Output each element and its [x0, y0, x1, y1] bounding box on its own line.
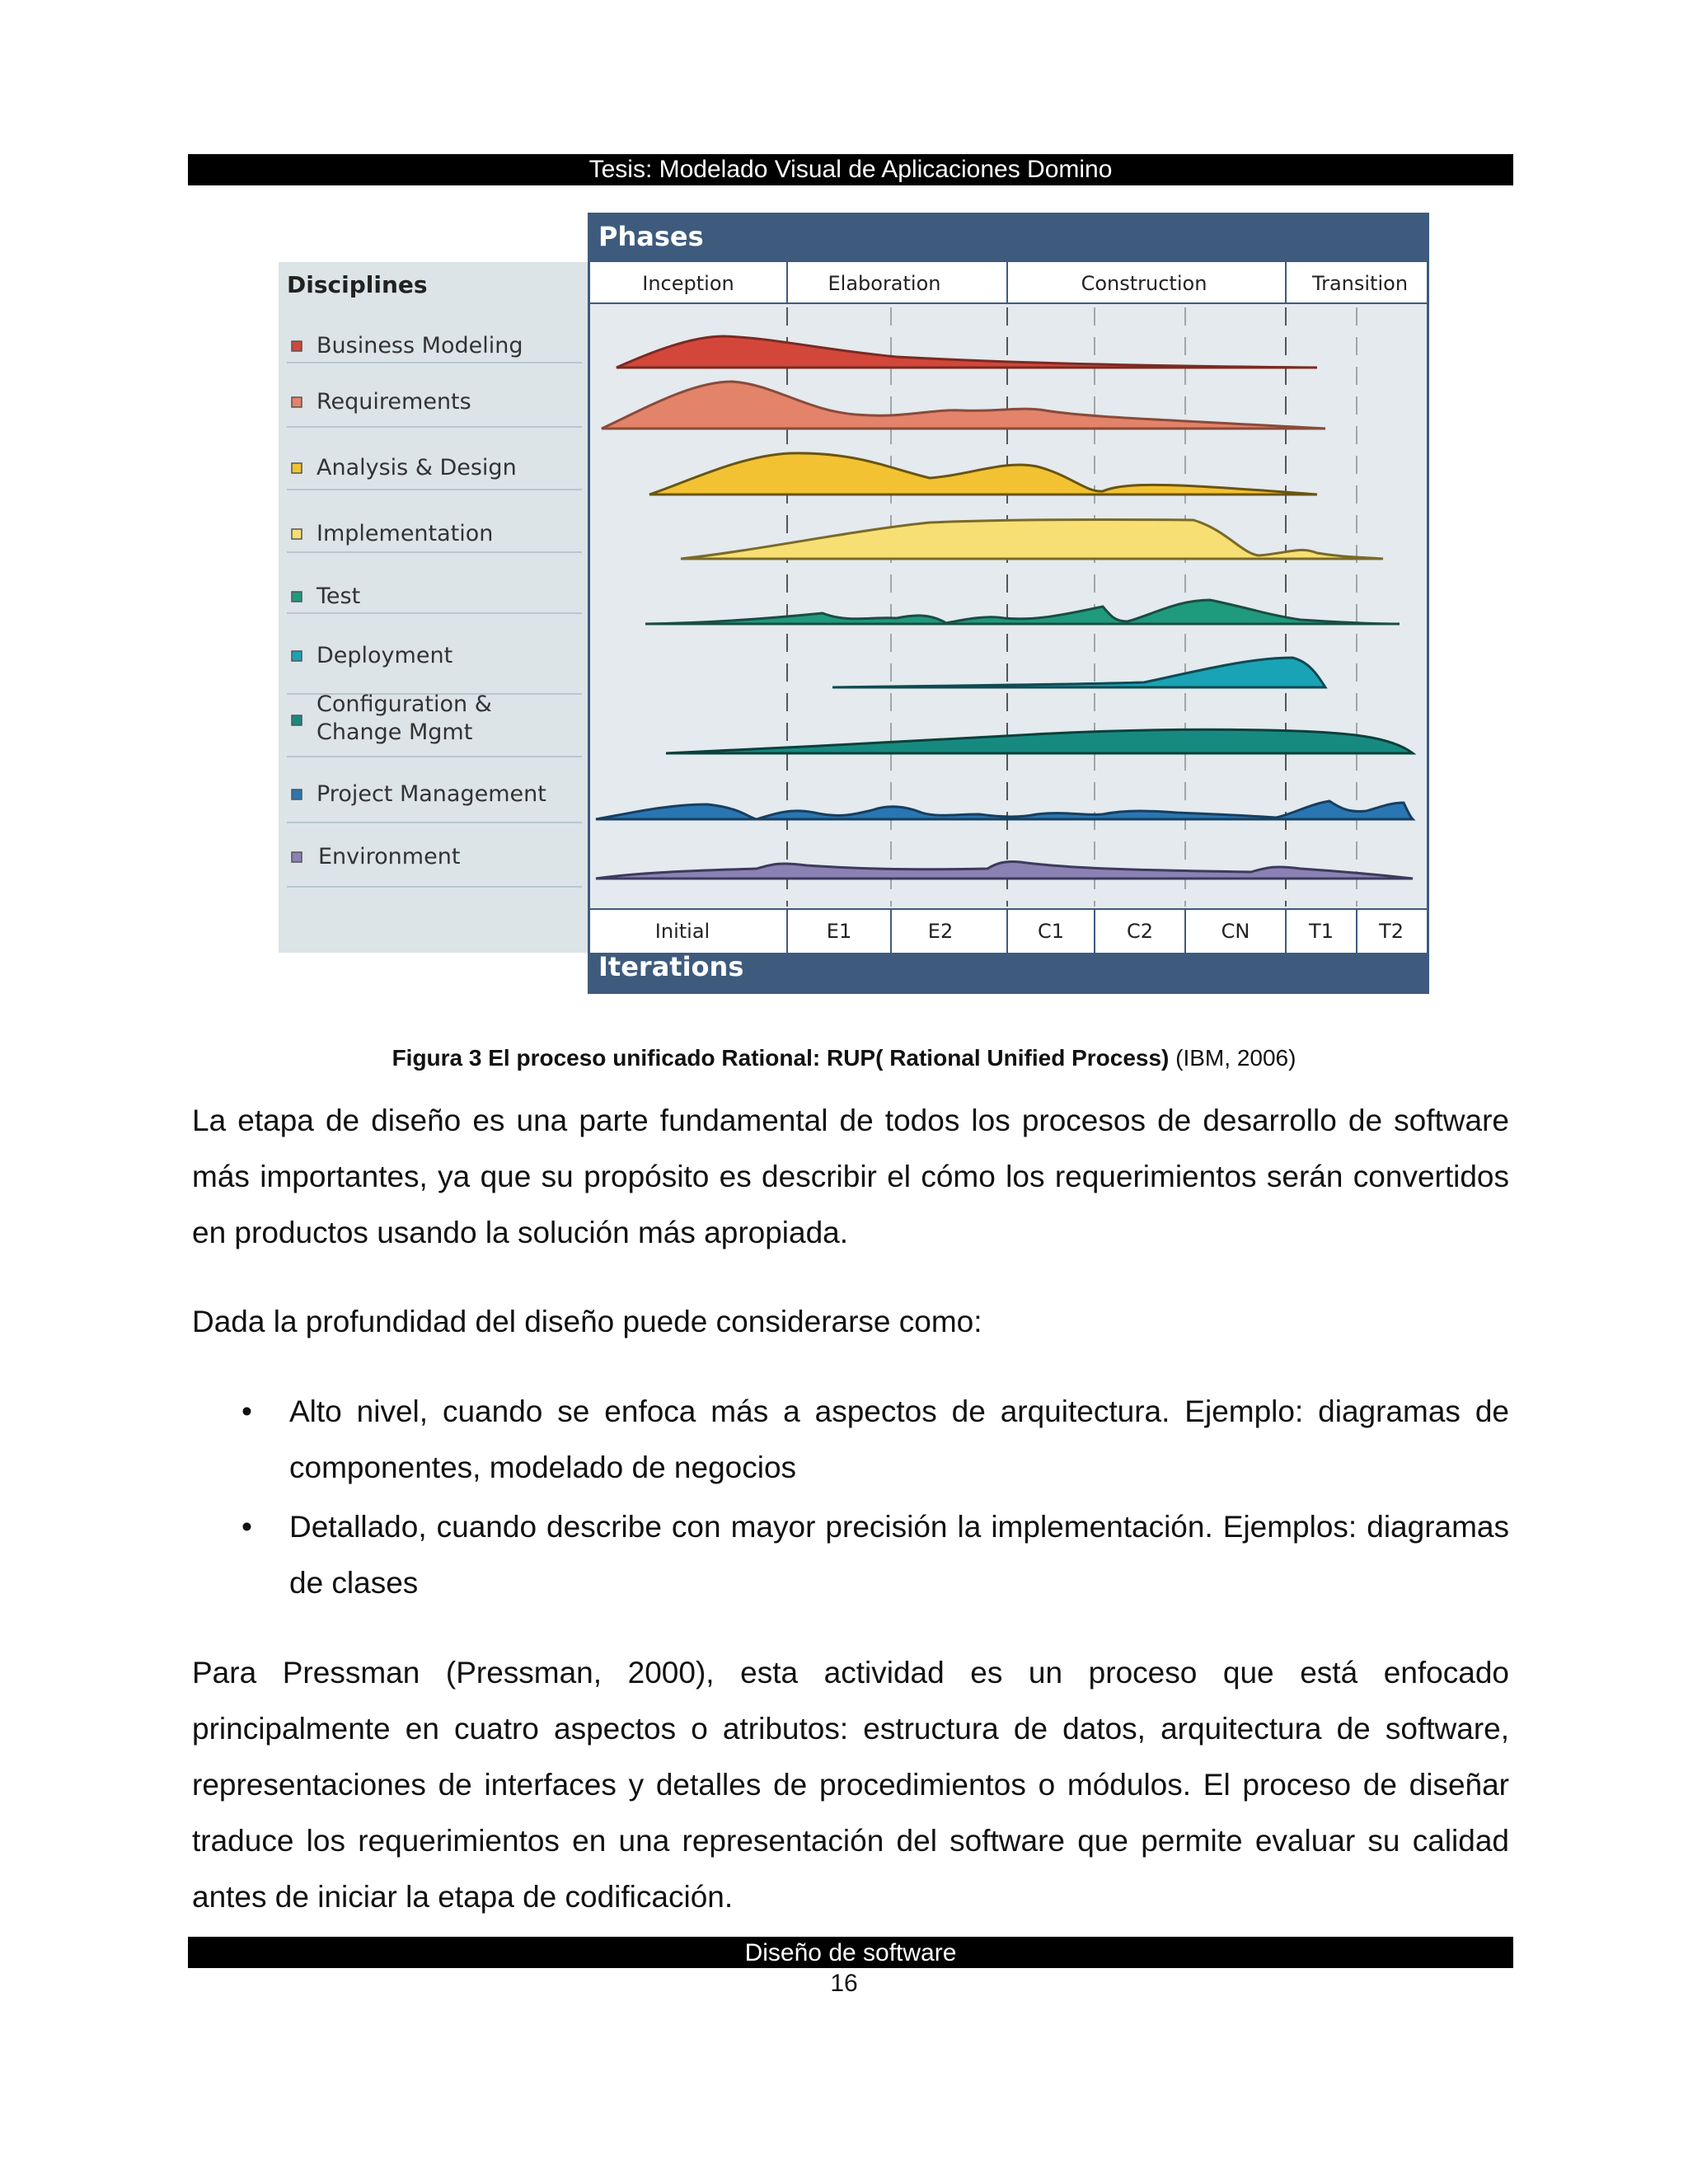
marker-analysis-design [292, 463, 302, 473]
header-title: Tesis: Modelado Visual de Aplicaciones Domino [588, 156, 1113, 183]
page-number: 16 [830, 1970, 858, 1997]
header-bar [188, 154, 1513, 185]
phase-transition: Transition [1311, 272, 1409, 295]
iteration-e1: E1 [826, 920, 852, 943]
phases-label: Phases [598, 221, 704, 252]
marker-requirements [292, 397, 302, 407]
discipline-config-change: Configuration & Change Mgmt [316, 691, 492, 745]
bullet-dot-icon: • [241, 1510, 252, 1544]
iteration-initial: Initial [654, 920, 710, 943]
iteration-c1: C1 [1037, 920, 1065, 943]
bullet-list [192, 1384, 1509, 1615]
iteration-cn: CN [1221, 920, 1250, 943]
marker-project-management [292, 790, 302, 799]
discipline-project-management: Project Management [316, 781, 546, 807]
discipline-test: Test [316, 583, 361, 609]
discipline-business-modeling: Business Modeling [316, 333, 523, 359]
footer-title: Diseño de software [744, 1939, 957, 1966]
footer-bar [188, 1937, 1513, 1968]
bullet-text-2: Detallado, cuando describe con mayor precisión la implementación. Ejemplos: diagramas de clases [289, 1510, 1509, 1600]
marker-config-change [292, 715, 302, 725]
marker-environment [292, 852, 302, 862]
caption-normal: (IBM, 2006) [1169, 1045, 1296, 1071]
discipline-analysis-design: Analysis & Design [316, 455, 517, 480]
phase-inception: Inception [642, 272, 734, 295]
paragraph-3: Para Pressman (Pressman, 2000), esta actividad es un proceso que está enfocado principalmente en cuatro aspectos o atributos: estructura de datos, arquitectura de software, representaciones de interfaces y detalles de procedimientos o módulos. El proceso de diseñar traduce los requerimientos en una representación del software que permite evaluar su calidad antes de iniciar la etapa de codificación. [192, 1656, 1509, 1914]
caption-bold: Figura 3 El proceso unificado Rational: RUP( Rational Unified Process) [392, 1045, 1170, 1071]
marker-deployment [292, 651, 302, 661]
discipline-deployment: Deployment [316, 643, 453, 668]
marker-business-modeling [292, 341, 302, 351]
rup-figure [279, 213, 1429, 994]
disciplines-label: Disciplines [287, 271, 428, 298]
bullet-text-1: Alto nivel, cuando se enfoca más a aspectos de arquitectura. Ejemplo: diagramas de componentes, modelado de negocios [289, 1394, 1509, 1484]
iteration-t1: T1 [1309, 920, 1334, 943]
iteration-c2: C2 [1126, 920, 1154, 943]
iteration-t2: T2 [1379, 920, 1404, 943]
discipline-implementation: Implementation [316, 521, 494, 546]
figure-caption [0, 1045, 1688, 1071]
iterations-label: Iterations [598, 951, 744, 982]
discipline-config-change-wrap [316, 691, 580, 757]
bullet-item-1 [192, 1384, 1509, 1496]
rup-diagram [279, 213, 1429, 994]
iteration-e2: E2 [927, 920, 954, 943]
discipline-requirements: Requirements [316, 389, 471, 415]
paragraph-1: La etapa de diseño es una parte fundamental de todos los procesos de desarrollo de software más importantes, ya que su propósito es describir el cómo los requerimientos serán convertidos en productos usando la solución más apropiada. [192, 1104, 1509, 1249]
phase-construction: Construction [1081, 272, 1207, 295]
discipline-environment: Environment [318, 844, 461, 869]
bullet-dot-icon: • [241, 1394, 252, 1428]
phase-elaboration: Elaboration [828, 272, 941, 295]
marker-test [292, 592, 302, 602]
paragraph-2: Dada la profundidad del diseño puede considerarse como: [192, 1305, 982, 1338]
marker-implementation [292, 529, 302, 539]
bullet-item-2 [192, 1499, 1509, 1611]
